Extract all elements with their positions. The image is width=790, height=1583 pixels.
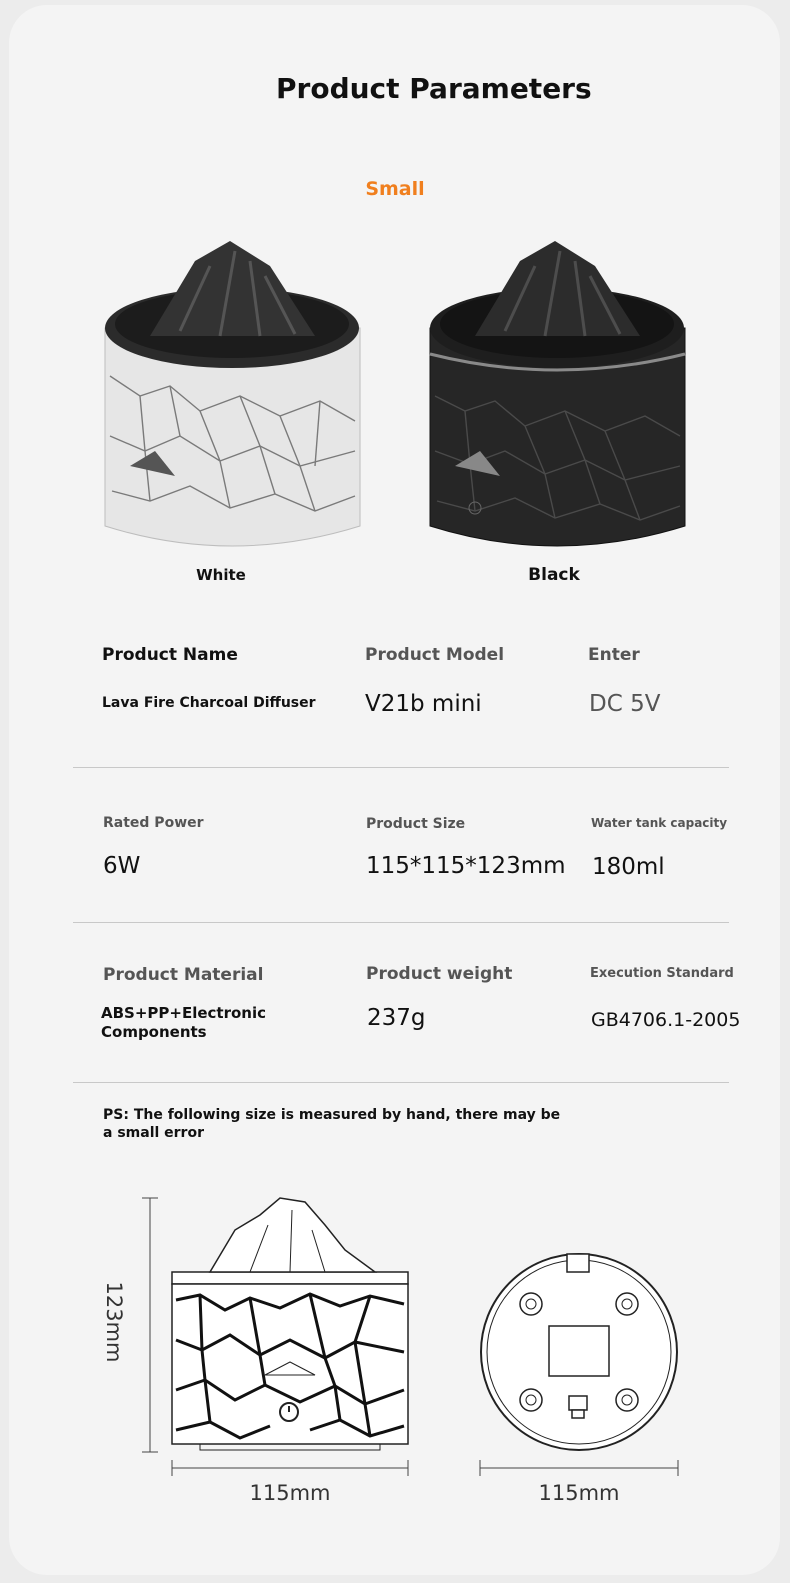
param-label-water-tank: Water tank capacity (591, 816, 728, 830)
param-label-product-size: Product Size (366, 816, 466, 832)
white-diffuser-image (100, 236, 365, 556)
param-label-enter: Enter (588, 645, 640, 665)
param-value-rated-power: 6W (103, 853, 141, 879)
divider (73, 767, 729, 768)
param-label-material: Product Material (103, 965, 264, 985)
bottom-line-drawing (475, 1250, 685, 1480)
bottom-width-dimension-label: 115mm (538, 1481, 620, 1505)
divider (73, 922, 729, 923)
param-value-water-tank: 180ml (592, 854, 665, 880)
param-label-product-name: Product Name (102, 645, 238, 665)
page-title: Product Parameters (276, 72, 592, 105)
measurement-note: PS: The following size is measured by hand, there may be a small error (103, 1107, 561, 1141)
param-value-product-model: V21b mini (365, 691, 482, 717)
param-value-enter: DC 5V (589, 691, 661, 717)
black-diffuser-image (425, 236, 690, 556)
param-label-rated-power: Rated Power (103, 815, 204, 831)
variant-label-black: Black (528, 565, 580, 585)
param-value-weight: 237g (367, 1005, 426, 1031)
front-line-drawing (140, 1190, 420, 1480)
variant-label-white: White (196, 566, 246, 584)
front-width-dimension-label: 115mm (249, 1481, 331, 1505)
height-dimension-label: 123mm (102, 1281, 126, 1363)
param-label-weight: Product weight (366, 964, 513, 984)
divider (73, 1082, 729, 1083)
param-value-product-name: Lava Fire Charcoal Diffuser (102, 695, 316, 711)
param-value-product-size: 115*115*123mm (366, 853, 566, 879)
size-label: Small (365, 178, 425, 200)
param-value-material: ABS+PP+Electronic Components (101, 1004, 267, 1041)
param-label-execution-standard: Execution Standard (590, 966, 734, 981)
param-value-execution-standard: GB4706.1-2005 (591, 1009, 741, 1031)
param-label-product-model: Product Model (365, 645, 505, 665)
